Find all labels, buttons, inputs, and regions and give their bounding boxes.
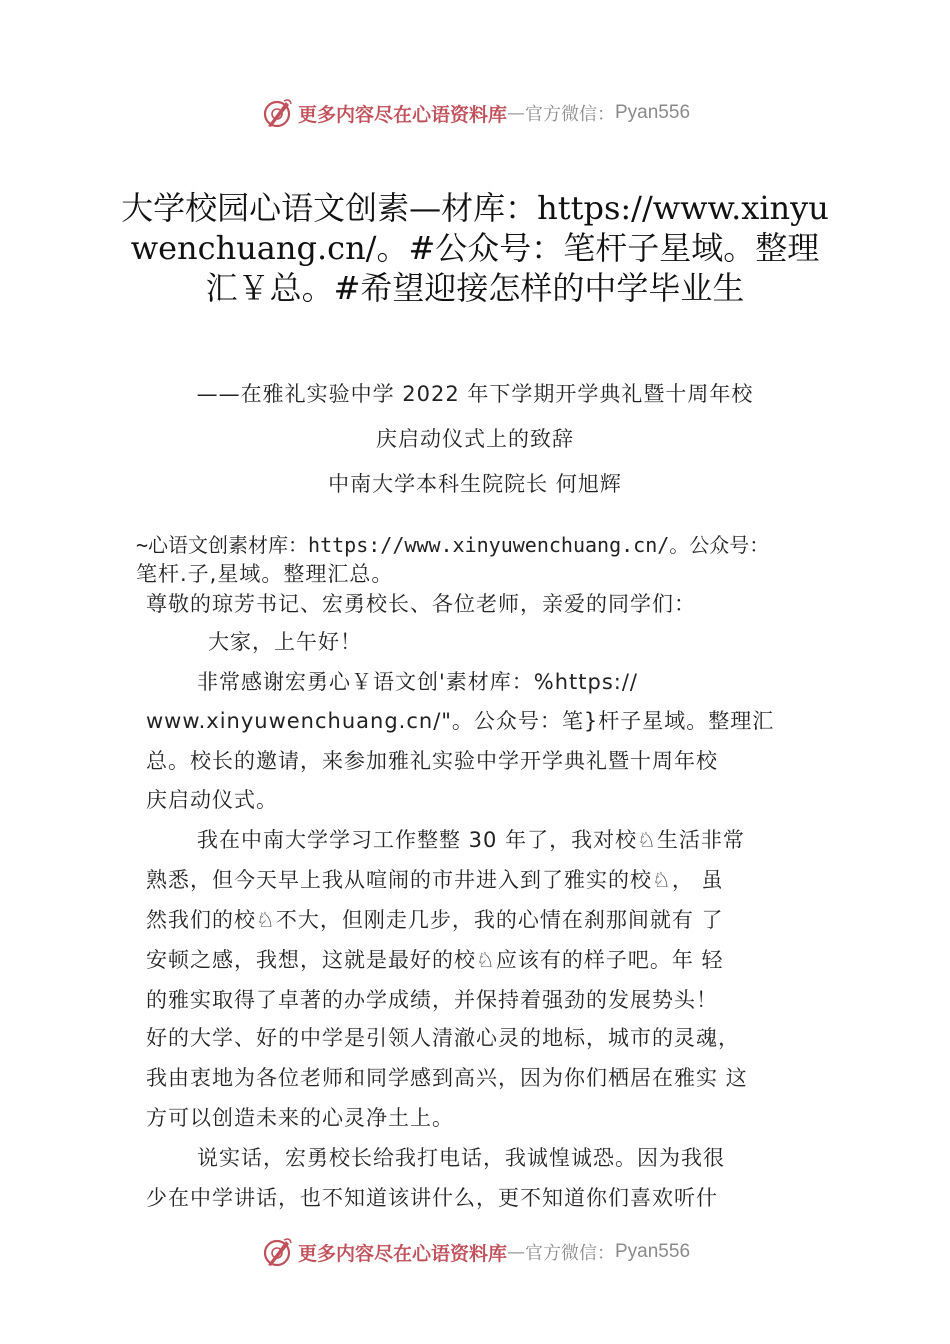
- banner-wechat-label: 官方微信：: [525, 104, 615, 125]
- body-line: 安顿之感，我想，这就是最好的校♘应该有的样子吧。年 轻: [146, 948, 724, 972]
- body-line: 非常感谢宏勇心￥语文创'素材库：%https://: [197, 670, 638, 694]
- body-line: 然我们的校♘不大，但刚走几步，我的心情在刹那间就有 了: [146, 908, 724, 932]
- body-line: 我在中南大学学习工作整整 30 年了，我对校♘生活非常: [197, 828, 745, 852]
- subtitle-line-1: ——在雅礼实验中学 2022 年下学期开学典礼暨十周年校: [196, 382, 754, 406]
- header-banner: [0, 93, 950, 133]
- banner-brand: 更多内容尽在心语资料库: [297, 1242, 507, 1265]
- quill-logo-icon: [260, 1235, 294, 1269]
- banner-wechat-id: Pyan556: [615, 1241, 691, 1262]
- body-line: 方可以创造未来的心灵净土上。: [146, 1106, 454, 1130]
- banner-dash: —: [507, 102, 525, 124]
- body-line: 的雅实取得了卓著的办学成绩，并保持着强劲的发展势头！: [146, 988, 718, 1012]
- body-line: 我由衷地为各位老师和同学感到高兴，因为你们栖居在雅实 这: [146, 1066, 748, 1090]
- body-line: ~心语文创素材库：https://www.xinyuwenchuang.cn/。公众号：: [136, 533, 770, 557]
- body-line: 庆启动仪式。: [146, 788, 278, 812]
- author-line: 中南大学本科生院院长 何旭辉: [328, 472, 622, 496]
- banner-dash: —: [507, 1241, 525, 1263]
- body-line: 好的大学、好的中学是引领人清澈心灵的地标，城市的灵魂，: [146, 1026, 740, 1050]
- body-line: 尊敬的琼芳书记、宏勇校长、各位老师，亲爱的同学们：: [146, 592, 696, 616]
- footer-banner: [0, 1232, 950, 1272]
- body-line: 说实话，宏勇校长给我打电话，我诚惶诚恐。因为我很: [197, 1146, 725, 1170]
- body-line: 笔杆.子,星域。整理汇总。: [136, 562, 394, 586]
- document-title: 大学校园心语文创素—材库：https://www.xinyuwenchuang.cn/。#公众号：笔杆子星域。整理汇￥总。#希望迎接怎样的中学毕业生: [121, 189, 829, 307]
- banner-wechat-id: Pyan556: [615, 102, 691, 123]
- banner-wechat-label: 官方微信：: [525, 1243, 615, 1264]
- body-line: www.xinyuwenchuang.cn/"。公众号：笔}杆子星域。整理汇: [146, 709, 775, 733]
- body-line: 少在中学讲话，也不知道该讲什么，更不知道你们喜欢听什: [146, 1186, 718, 1210]
- quill-logo-icon: [260, 96, 294, 130]
- body-line: 熟悉，但今天早上我从喧闹的市井进入到了雅实的校♘， 虽: [146, 868, 724, 892]
- banner-brand: 更多内容尽在心语资料库: [297, 103, 507, 126]
- body-line: 大家，上午好！: [208, 630, 362, 654]
- subtitle-line-2: 庆启动仪式上的致辞: [376, 427, 574, 451]
- body-line: 总。校长的邀请，来参加雅礼实验中学开学典礼暨十周年校: [146, 749, 718, 773]
